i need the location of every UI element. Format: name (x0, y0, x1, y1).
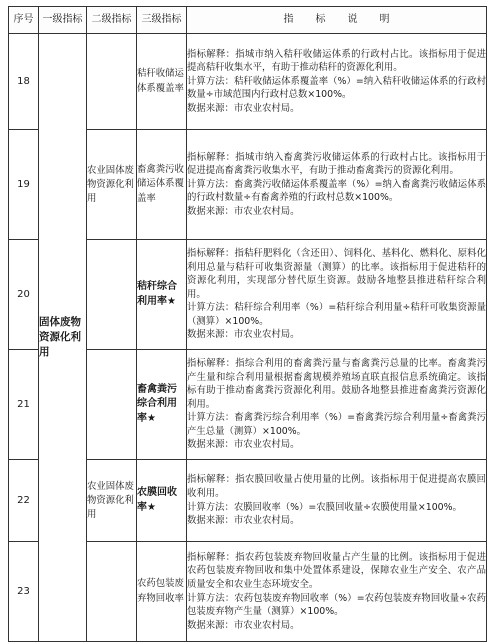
level2-cell-empty (87, 240, 137, 350)
header-level2: 二级指标 (87, 7, 137, 34)
desc-method: 计算方法：秸秆收储运体系覆盖率（%）=纳入秸秆收储运体系的行政村数量÷市域范围内行政村总数×100%。 (187, 75, 486, 101)
desc-cell (187, 350, 487, 460)
desc-cell (187, 240, 487, 350)
desc-method: 计算方法：秸秆综合利用率（%）=秸秆综合利用量÷秸秆可收集资源量（测算）×100%。 (187, 302, 486, 327)
desc-cell (187, 542, 487, 642)
desc-source: 数据来源：市农业农村局。 (187, 439, 300, 451)
level2-cell-empty (87, 34, 137, 130)
header-no: 序号 (9, 7, 39, 34)
table-header-row (9, 7, 487, 34)
desc-method: 计算方法：畜禽粪污收储运体系覆盖率（%）=纳入畜禽粪污收储运体系的行政村数量÷有畜禽养殖的行政村总数×100%。 (187, 178, 486, 204)
desc-explain: 指标解释：指农膜回收量占使用量的比例。该指标用于促进提高农膜回收利用。 (187, 474, 486, 499)
desc-cell (187, 460, 487, 542)
level3-cell: 农药包装废弃物回收率 (137, 542, 187, 642)
level2-cell-empty (87, 542, 137, 642)
desc-explain: 指标解释：指秸秆肥料化（含还田）、饲料化、基料化、燃料化、原料化利用总量与秸秆可收集资源量（测算）的比率。该指标用于促进秸秆的资源化利用，实现部分替代原生资源。鼓励各地整县推进秸秆综合利用。 (187, 247, 486, 300)
desc-method: 计算方法：农膜回收率（%）=农膜回收量÷农膜使用量×100%。 (187, 501, 462, 513)
desc-source: 数据来源：市农业农村局。 (187, 329, 300, 341)
desc-explain: 指标解释：指农药包装废弃物回收量占产生量的比例。该指标用于促进农药包装废弃物回收和集中处置体系建设，保障农业生产安全、农产品质量安全和农业生态环境安全。 (187, 551, 486, 590)
level2-cell-empty (87, 350, 137, 460)
desc-method: 计算方法：农药包装废弃物回收率（%）=农药包装废弃物回收量÷农药包装废弃物产生量（测算）×100%。 (187, 592, 486, 618)
row-number: 18 (9, 34, 39, 130)
level3-cell: 秸秆综合利用率★ (137, 240, 187, 350)
desc-source: 数据来源：市农业农村局。 (187, 102, 300, 114)
level2-cell: 农业固体废物资源化利用 (87, 130, 137, 240)
row-number: 22 (9, 460, 39, 542)
header-level1: 一级指标 (39, 7, 87, 34)
desc-method: 计算方法：畜禽粪污综合利用率（%）=畜禽粪污综合利用量÷畜禽粪污产生总量（测算）×100%。 (187, 412, 486, 437)
level2-cell: 农业固体废物资源化利用 (87, 460, 137, 542)
desc-source: 数据来源：市农业农村局。 (187, 619, 300, 631)
level1-cell: 固体废物资源化利用 (39, 34, 87, 642)
row-number: 21 (9, 350, 39, 460)
level3-cell: 农膜回收率★ (137, 460, 187, 542)
desc-source: 数据来源：市农业农村局。 (187, 205, 300, 217)
desc-explain: 指标解释：指城市纳入秸秆收储运体系的行政村占比。该指标用于促进提高秸秆收集水平，有助于推动秸秆的资源化利用。 (187, 48, 486, 74)
desc-source: 数据来源：市农业农村局。 (187, 515, 300, 527)
indicator-table (8, 6, 487, 642)
header-desc: 指标说明 (187, 7, 487, 34)
desc-cell (187, 130, 487, 240)
level3-cell: 畜禽粪污收储运体系覆盖率 (137, 130, 187, 240)
desc-cell (187, 34, 487, 130)
desc-explain: 指标解释：指综合利用的畜禽粪污量与畜禽粪污总量的比率。畜禽粪污产生量和综合利用量根据畜禽规模养殖场直联直报信息系统确定。该指标有助于推动畜禽粪污资源化利用。鼓励各地整县推进畜禽粪污资源化利用。 (187, 357, 486, 410)
table-row (9, 34, 487, 130)
row-number: 20 (9, 240, 39, 350)
row-number: 23 (9, 542, 39, 642)
header-level3: 三级指标 (137, 7, 187, 34)
desc-explain: 指标解释：指城市纳入畜禽粪污收储运体系的行政村占比。该指标用于促进提高畜禽粪污收集水平，有助于推动畜禽粪污的资源化利用。 (187, 151, 486, 177)
row-number: 19 (9, 130, 39, 240)
level3-cell: 秸秆收储运体系覆盖率 (137, 34, 187, 130)
level3-cell: 畜禽粪污综合利用率★ (137, 350, 187, 460)
